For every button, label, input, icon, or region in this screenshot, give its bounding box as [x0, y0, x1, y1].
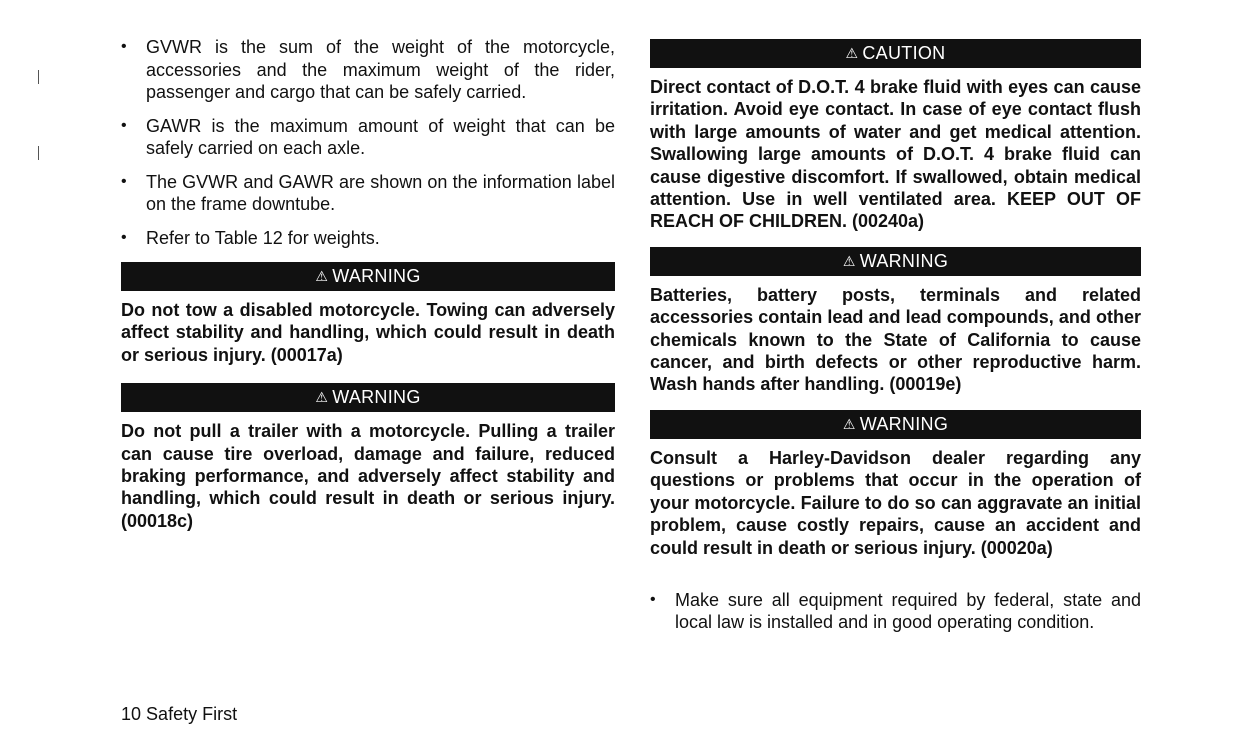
- banner-label: WARNING: [859, 250, 949, 271]
- right-column: [650, 39, 1141, 645]
- left-bullet-list: [121, 36, 615, 249]
- warning-triangle-icon: ⚠: [315, 268, 329, 284]
- list-item: • Make sure all equipment required by federal, state and local law is installed and in good operating condition.: [650, 589, 1141, 634]
- warning-banner: [650, 247, 1141, 276]
- banner-label: WARNING: [859, 413, 949, 434]
- warning-banner: [650, 410, 1141, 439]
- list-item: • The GVWR and GAWR are shown on the information label on the frame downtube.: [121, 171, 615, 216]
- margin-change-bar: [38, 70, 39, 84]
- margin-change-bar: [38, 146, 39, 160]
- right-bullet-list: [650, 589, 1141, 634]
- warning-text: Do not pull a trailer with a motorcycle. Pulling a trailer can cause tire overload, damage and failure, reduced braking performance, and adversely affect stability and handling, which could result in death or serious injury. (00018c): [121, 421, 615, 531]
- warning-banner: [121, 383, 615, 412]
- caution-banner: [650, 39, 1141, 68]
- list-item: • Refer to Table 12 for weights.: [121, 227, 615, 250]
- banner-label: CAUTION: [862, 43, 946, 63]
- warning-text: Batteries, battery posts, terminals and related accessories contain lead and lead compounds, and other chemicals known to the State of California to cause cancer, and birth defects or other reproductive harm. Wash hands after handling. (00019e): [650, 284, 1141, 395]
- list-item: • GAWR is the maximum amount of weight that can be safely carried on each axle.: [121, 115, 615, 160]
- warning-triangle-icon: ⚠: [842, 252, 856, 269]
- warning-text: Consult a Harley-Davidson dealer regarding any questions or problems that occur in the operation of your motorcycle. Failure to do so can aggravate an initial problem, cause costly repairs, cause an accident and could result in death or serious injury. (00020a): [650, 447, 1141, 558]
- page-footer: [121, 703, 237, 725]
- caution-text: Direct contact of D.O.T. 4 brake fluid with eyes can cause irritation. Avoid eye contact. In case of eye contact flush with large amounts of water and get medical attention. Swallowing large amounts of D.O.T. 4 brake fluid can cause digestive discomfort. If swallowed, obtain medical attention. Use in well ventilated area. KEEP OUT OF REACH OF CHILDREN. (00240a): [650, 77, 1141, 232]
- list-item: • GVWR is the sum of the weight of the motorcycle, accessories and the maximum weight of the rider, passenger and cargo that can be safely carried.: [121, 36, 615, 104]
- banner-label: WARNING: [332, 266, 421, 286]
- section-title: Safety First: [146, 704, 238, 724]
- left-column: [121, 36, 615, 532]
- page-number: 10: [121, 704, 142, 724]
- warning-triangle-icon: ⚠: [842, 415, 856, 432]
- warning-banner: [121, 262, 615, 291]
- warning-triangle-icon: ⚠: [845, 45, 859, 61]
- warning-text: Do not tow a disabled motorcycle. Towing can adversely affect stability and handling, which could result in death or serious injury. (00017a): [121, 300, 615, 365]
- banner-label: WARNING: [332, 387, 421, 408]
- warning-triangle-icon: ⚠: [315, 389, 329, 406]
